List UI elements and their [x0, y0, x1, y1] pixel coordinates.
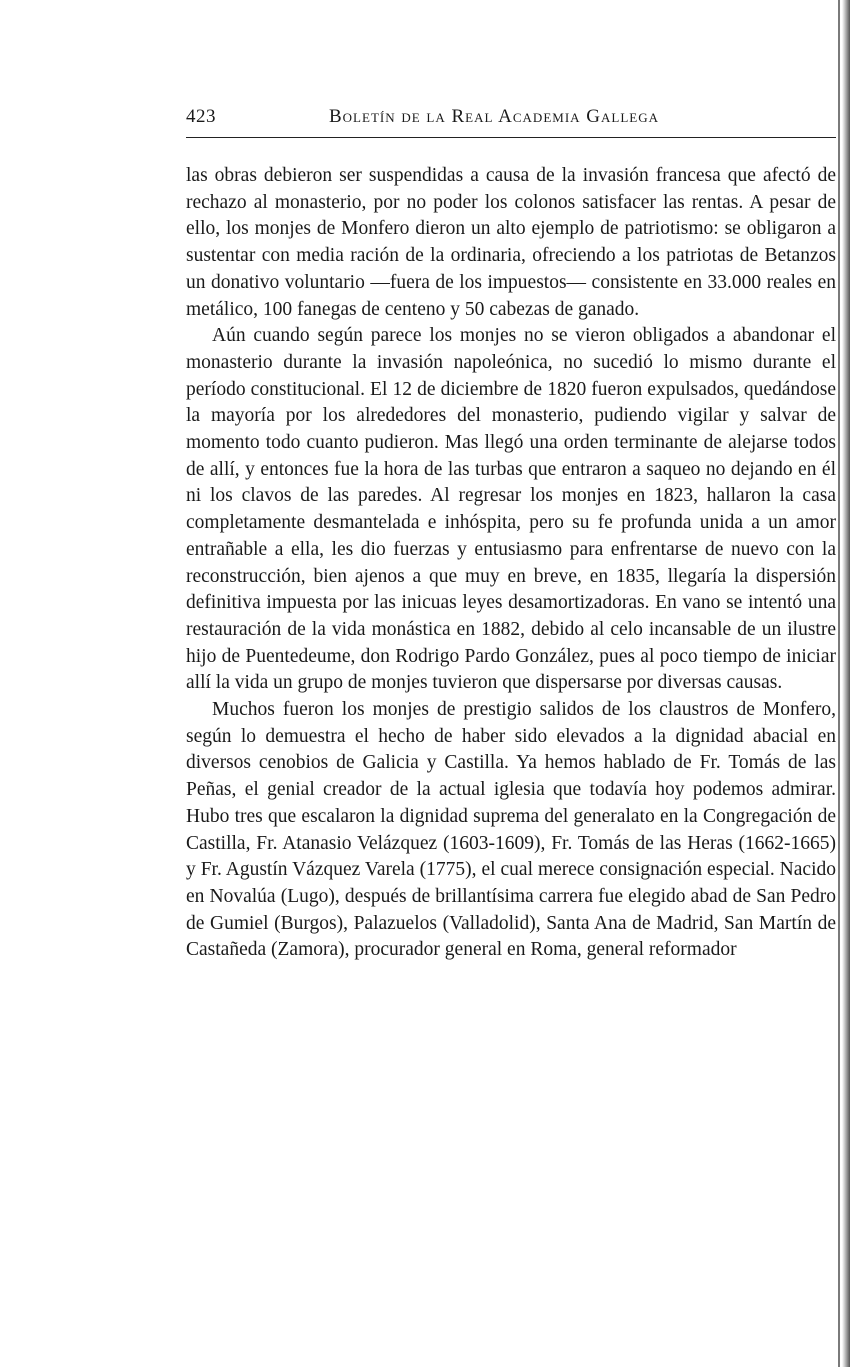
body-text — [186, 163, 836, 964]
paragraph-2: Aún cuando según parece los monjes no se vieron obligados a abandonar el monasterio durante la invasión napoleónica, no sucedió lo mismo durante el período constitucional. El 12 de diciembre de 1820 fueron expulsados, quedándose la mayoría por los alrededores del monasterio, pudiendo vigilar y salvar de momento todo cuanto pudieron. Mas llegó una orden terminante de alejarse todos de allí, y entonces fue la hora de las turbas que entraron a saqueo no dejando en él ni los clavos de las paredes. Al regresar los monjes en 1823, hallaron la casa completamente desmantelada e inhóspita, pero su fe profunda unida a un amor entrañable a ella, les dio fuerzas y entusiasmo para enfrentarse de nuevo con la reconstrucción, bien ajenos a que muy en breve, en 1835, llegaría la dispersión definitiva impuesta por las inicuas leyes desamortizadoras. En vano se intentó una restauración de la vida monástica en 1882, debido al celo incansable de un ilustre hijo de Puentedeume, don Rodrigo Pardo González, pues al poco tiempo de iniciar allí la vida un grupo de monjes tuvieron que dispersarse por diversas causas. — [186, 325, 836, 694]
page-edge-line — [838, 0, 840, 1367]
paragraph-1: las obras debieron ser suspendidas a causa de la invasión francesa que afectó de rechazo al monasterio, por no poder los colonos satisfacer las rentas. A pesar de ello, los monjes de Monfero dieron un alto ejemplo de patriotismo: se obligaron a sustentar con media ración de la ordinaria, ofreciendo a los patriotas de Betanzos un donativo voluntario —fuera de los impuestos— consistente en 33.000 reales en metálico, 100 fanegas de centeno y 50 cabezas de ganado. — [186, 165, 836, 320]
page-edge-shadow — [842, 0, 850, 1367]
paragraph-3: Muchos fueron los monjes de prestigio salidos de los claustros de Monfero, según lo demuestra el hecho de haber sido elevados a la dignidad abacial en diversos cenobios de Galicia y Castilla. Ya hemos hablado de Fr. Tomás de las Peñas, el genial creador de la actual iglesia que todavía hoy podemos admirar. Hubo tres que escalaron la dignidad suprema del generalato en la Congregación de Castilla, Fr. Atanasio Velázquez (1603-1609), Fr. Tomás de las Heras (1662-1665) y Fr. Agustín Vázquez Varela (1775), el cual merece consignación especial. Nacido en Novalúa (Lugo), después de brillantísima carrera fue elegido abad de San Pedro de Gumiel (Burgos), Palazuelos (Valladolid), Santa Ana de Madrid, San Martín de Castañeda (Zamora), procurador general en Roma, general reformador — [186, 699, 836, 961]
running-title: Boletín de la Real Academia Gallega — [329, 106, 659, 127]
page-number: 423 — [186, 106, 216, 127]
page-header — [186, 106, 836, 134]
header-rule — [186, 137, 836, 138]
